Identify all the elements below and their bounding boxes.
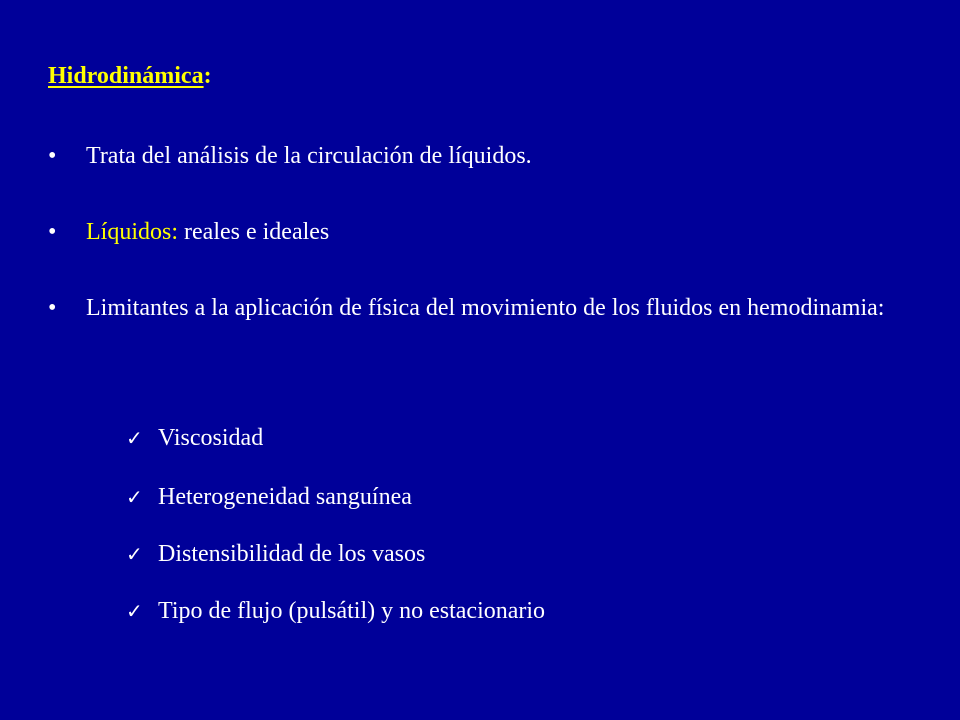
- bullet-highlight: Líquidos:: [86, 219, 179, 245]
- checklist-item-text: Viscosidad: [158, 425, 264, 451]
- bullet-item: [48, 290, 908, 326]
- bullet-item: [48, 214, 908, 250]
- checklist-item: [126, 481, 412, 513]
- checklist-item-text: Tipo de flujo (pulsátil) y no estacionario: [158, 598, 546, 624]
- slide-title-text: Hidrodinámica: [48, 63, 204, 89]
- checklist-item: [126, 538, 425, 570]
- checkmark-icon: ✓: [126, 599, 143, 623]
- checkmark-icon: ✓: [126, 542, 143, 566]
- checklist-item: [126, 422, 263, 454]
- bullet-icon: •: [48, 219, 57, 245]
- checklist-item-text: Distensibilidad de los vasos: [158, 541, 426, 567]
- bullet-text: reales e ideales: [178, 219, 330, 245]
- bullet-icon: •: [48, 143, 57, 169]
- checklist-item: [126, 595, 545, 627]
- bullet-icon: •: [48, 295, 57, 321]
- bullet-text: Limitantes a la aplicación de física del movimiento de los fluidos en hemodinamia:: [86, 295, 885, 321]
- bullet-text-liquidos: [86, 214, 908, 250]
- checkmark-icon: ✓: [126, 485, 143, 509]
- bullet-item: [48, 138, 908, 174]
- slide-title-colon: :: [203, 63, 212, 89]
- slide-title: [48, 62, 212, 91]
- bullet-text: Trata del análisis de la circulación de líquidos.: [86, 143, 532, 169]
- checkmark-icon: ✓: [126, 426, 143, 450]
- checklist-item-text: Heterogeneidad sanguínea: [158, 484, 412, 510]
